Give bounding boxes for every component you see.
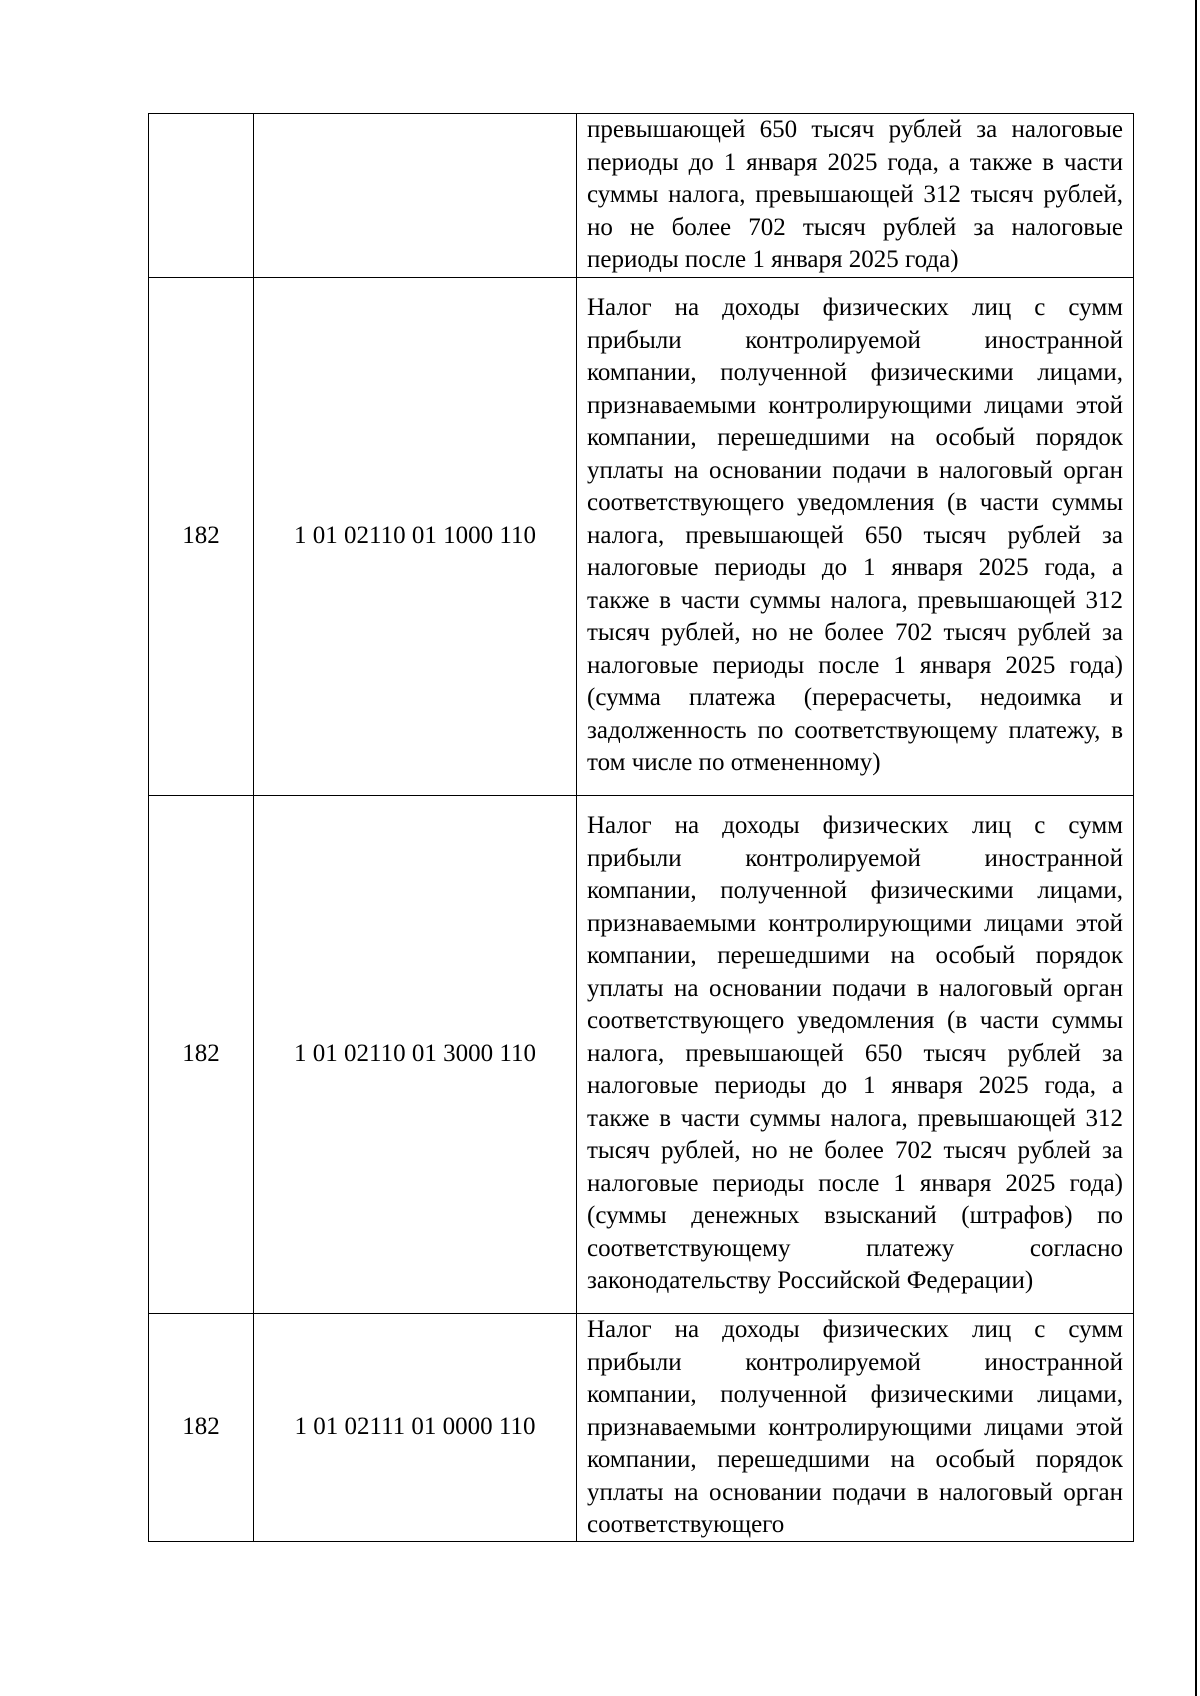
admin-code-cell: 182 (149, 277, 254, 795)
kbk-table (148, 113, 1134, 1542)
admin-code-cell (149, 114, 254, 278)
description-cell (577, 1313, 1134, 1541)
description-text: Налог на доходы физических лиц с сумм прибыли контролируемой иностранной компании, полученной физическими лицами, признаваемыми контролирующими лицами этой компании, перешедшими на особый порядок уплаты на основании подачи в налоговый орган соответствующего (587, 1316, 1123, 1538)
table-row (149, 277, 1134, 795)
description-cell: Налог на доходы физических лиц с сумм прибыли контролируемой иностранной компании, полученной физическими лицами, признаваемыми контролирующими лицами этой компании, перешедшими на особый порядок уплаты на основании подачи в налоговый орган соответствующего уведомления (в части суммы налога, превышающей 650 тысяч рублей за налоговые периоды до 1 января 2025 года, а также в части суммы налога, превышающей 312 тысяч рублей, но не более 702 тысяч рублей за налоговые периоды после 1 января 2025 года) (сумма платежа (перерасчеты, недоимка и задолженность по соответствующему платежу, в том числе по отмененному) (577, 277, 1134, 795)
description-cell: превышающей 650 тысяч рублей за налоговые периоды до 1 января 2025 года, а также в части суммы налога, превышающей 312 тысяч рублей, но не более 702 тысяч рублей за налоговые периоды после 1 января 2025 года) (577, 114, 1134, 278)
kbk-code-cell (254, 114, 577, 278)
kbk-code-cell: 1 01 02110 01 1000 110 (254, 277, 577, 795)
table-row (149, 1313, 1134, 1541)
table-row (149, 795, 1134, 1313)
admin-code-cell: 182 (149, 795, 254, 1313)
description-cell: Налог на доходы физических лиц с сумм прибыли контролируемой иностранной компании, полученной физическими лицами, признаваемыми контролирующими лицами этой компании, перешедшими на особый порядок уплаты на основании подачи в налоговый орган соответствующего уведомления (в части суммы налога, превышающей 650 тысяч рублей за налоговые периоды до 1 января 2025 года, а также в части суммы налога, превышающей 312 тысяч рублей, но не более 702 тысяч рублей за налоговые периоды после 1 января 2025 года) (суммы денежных взысканий (штрафов) по соответствующему платежу согласно законодательству Российской Федерации) (577, 795, 1134, 1313)
kbk-code-cell: 1 01 02111 01 0000 110 (254, 1313, 577, 1541)
page-edge-line (1195, 0, 1197, 1696)
kbk-code-cell: 1 01 02110 01 3000 110 (254, 795, 577, 1313)
admin-code-cell: 182 (149, 1313, 254, 1541)
table-row (149, 114, 1134, 278)
